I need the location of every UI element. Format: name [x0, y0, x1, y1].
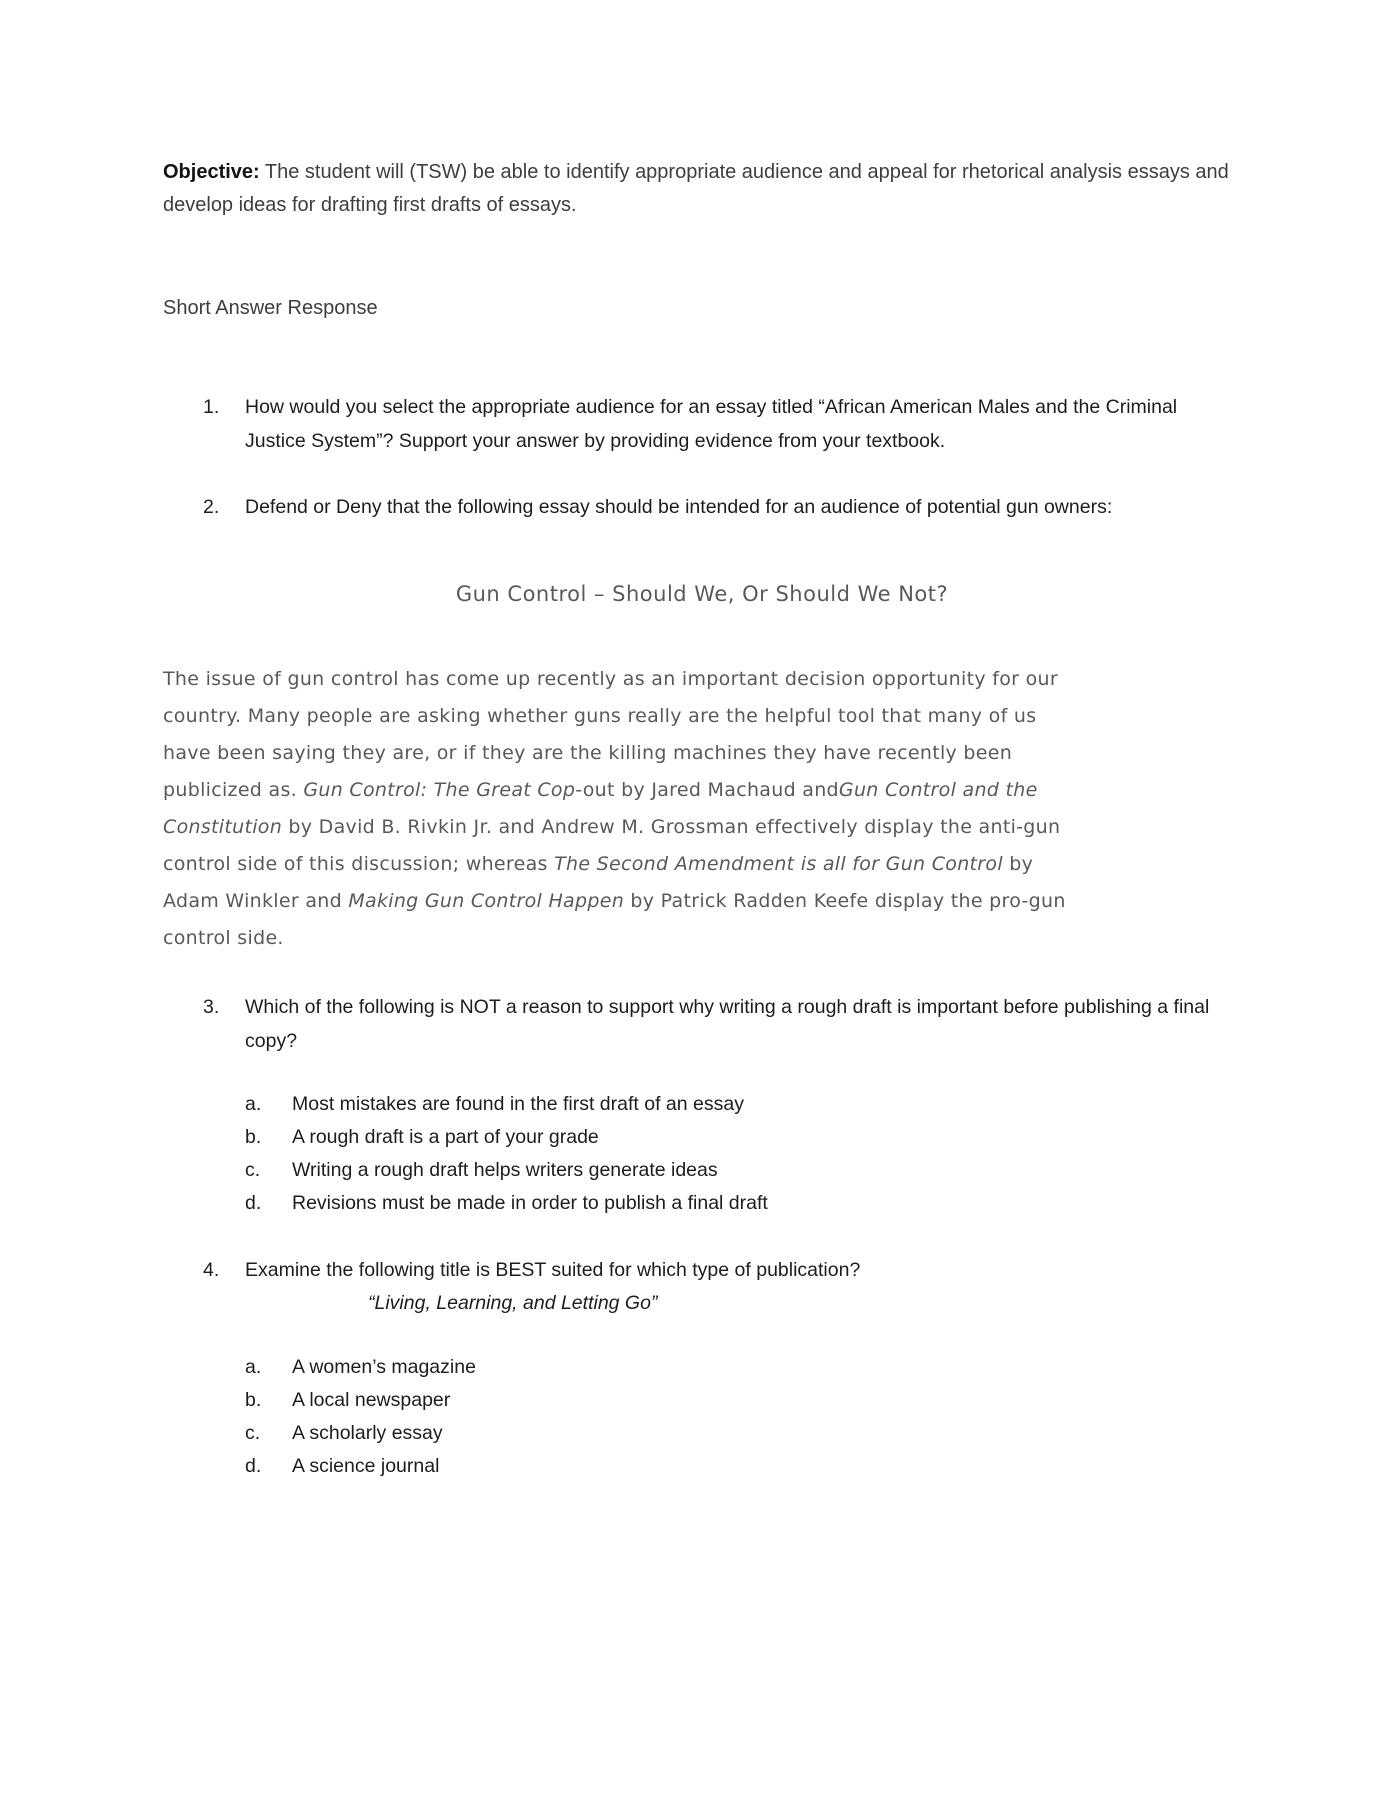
- question-2: [163, 490, 1241, 524]
- objective-text: The student will (TSW) be able to identify appropriate audience and appeal for rhetorical analysis essays and develop ideas for drafting first drafts of essays.: [163, 161, 1229, 216]
- question-3-text: Which of the following is NOT a reason to support why writing a rough draft is important before publishing a final copy?: [245, 996, 1210, 1052]
- question-4-options: [245, 1351, 1241, 1483]
- option-letter: b.: [245, 1126, 262, 1148]
- essay-text-run: by: [1002, 853, 1034, 875]
- essay-line: [163, 883, 1241, 920]
- essay-title: Gun Control – Should We, Or Should We Not?: [455, 582, 949, 606]
- essay-text-run: Adam Winkler and: [163, 890, 349, 912]
- answer-option: [245, 1088, 1241, 1121]
- answer-option: [245, 1450, 1241, 1483]
- question-4: [163, 1253, 1241, 1483]
- essay-text-run: by Patrick Radden Keefe display the pro-gun: [624, 890, 1066, 912]
- option-text: A local newspaper: [292, 1389, 451, 1411]
- objective-paragraph: [163, 156, 1241, 222]
- option-letter: c.: [245, 1159, 261, 1181]
- question-2-text: Defend or Deny that the following essay should be intended for an audience of potential gun owners:: [245, 496, 1113, 518]
- essay-text-run: publicized as.: [163, 779, 304, 801]
- essay-text-run: country. Many people are asking whether guns really are the helpful tool that many of us: [163, 705, 1037, 727]
- answer-option: [245, 1187, 1241, 1220]
- essay-italic-run: The Second Amendment is all for Gun Control: [554, 853, 1003, 875]
- option-letter: a.: [245, 1356, 262, 1378]
- question-2-number: 2.: [203, 496, 220, 518]
- answer-option: [245, 1384, 1241, 1417]
- question-1: [163, 390, 1241, 458]
- essay-text-run: by David B. Rivkin Jr. and Andrew M. Grossman effectively display the anti-gun: [282, 816, 1061, 838]
- question-3: [163, 990, 1241, 1220]
- essay-text-run: have been saying they are, or if they are the killing machines they have recently been: [163, 742, 1013, 764]
- essay-text-run: -out by Jared Machaud and: [575, 779, 839, 801]
- essay-text-run: The issue of gun control has come up recently as an important decision opportunity for our: [163, 668, 1058, 690]
- option-letter: a.: [245, 1093, 262, 1115]
- question-4-number: 4.: [203, 1259, 220, 1281]
- question-3-options: [245, 1088, 1241, 1220]
- question-1-number: 1.: [203, 396, 220, 418]
- question-1-text: How would you select the appropriate audience for an essay titled “African American Males and the Criminal Justice System”? Support your answer by providing evidence from your textbook.: [245, 396, 1178, 452]
- option-letter: d.: [245, 1455, 262, 1477]
- answer-option: [245, 1154, 1241, 1187]
- option-letter: b.: [245, 1389, 262, 1411]
- option-text: Most mistakes are found in the first draft of an essay: [292, 1093, 744, 1115]
- question-3-number: 3.: [203, 996, 220, 1018]
- essay-line: [163, 735, 1241, 772]
- essay-paragraph: [163, 661, 1241, 957]
- option-text: A rough draft is a part of your grade: [292, 1126, 599, 1148]
- option-letter: c.: [245, 1422, 261, 1444]
- option-text: A women’s magazine: [292, 1356, 476, 1378]
- option-text: Writing a rough draft helps writers generate ideas: [292, 1159, 718, 1181]
- section-heading: Short Answer Response: [163, 297, 378, 319]
- essay-italic-run: Constitution: [163, 816, 283, 838]
- option-text: Revisions must be made in order to publish a final draft: [292, 1192, 768, 1214]
- option-text: A science journal: [292, 1455, 440, 1477]
- answer-option: [245, 1351, 1241, 1384]
- option-letter: d.: [245, 1192, 262, 1214]
- essay-line: [163, 809, 1241, 846]
- question-4-text: Examine the following title is BEST suited for which type of publication?: [245, 1259, 861, 1281]
- essay-italic-run: Gun Control: The Great Cop: [303, 779, 576, 801]
- essay-line: [163, 772, 1241, 809]
- answer-option: [245, 1121, 1241, 1154]
- objective-label: Objective:: [163, 161, 260, 183]
- essay-line: [163, 846, 1241, 883]
- option-text: A scholarly essay: [292, 1422, 443, 1444]
- essay-text-run: control side of this discussion; whereas: [163, 853, 555, 875]
- essay-line: [163, 661, 1241, 698]
- question-4-quoted-title: “Living, Learning, and Letting Go”: [368, 1292, 658, 1314]
- essay-italic-run: Gun Control and the: [838, 779, 1038, 801]
- essay-italic-run: Making Gun Control Happen: [348, 890, 625, 912]
- answer-option: [245, 1417, 1241, 1450]
- essay-line: [163, 920, 1241, 957]
- essay-text-run: control side.: [163, 927, 284, 949]
- essay-line: [163, 698, 1241, 735]
